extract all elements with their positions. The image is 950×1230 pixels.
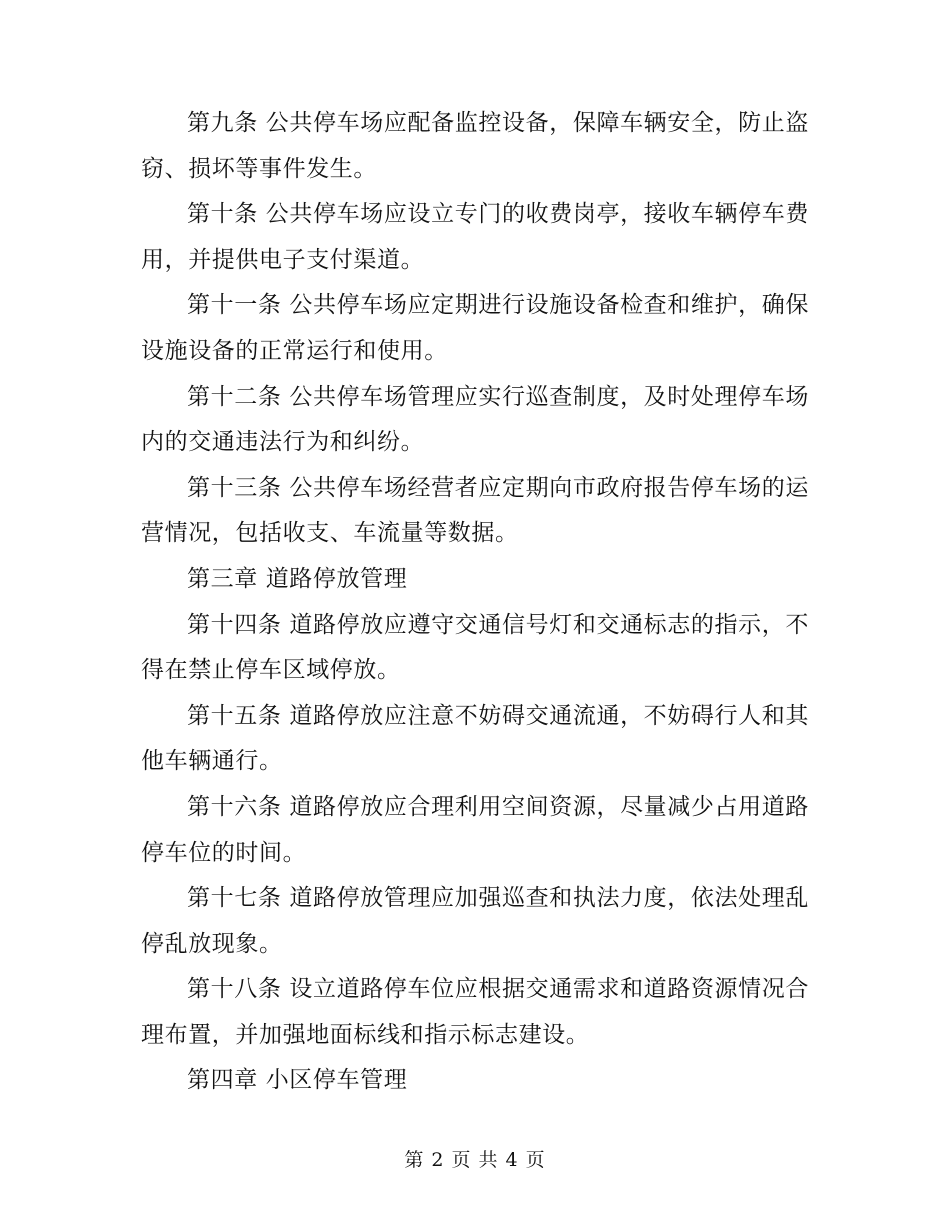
article-9: 第九条 公共停车场应配备监控设备，保障车辆安全，防止盗窃、损坏等事件发生。 xyxy=(141,110,809,182)
article-10: 第十条 公共停车场应设立专门的收费岗亭，接收车辆停车费用，并提供电子支付渠道。 xyxy=(141,201,809,273)
article-16: 第十六条 道路停放应合理利用空间资源，尽量减少占用道路停车位的时间。 xyxy=(141,793,809,866)
article-17: 第十七条 道路停放管理应加强巡查和执法力度，依法处理乱停乱放现象。 xyxy=(141,885,809,957)
chapter-4-heading: 第四章 小区停车管理 xyxy=(187,1067,408,1094)
article-13: 第十三条 公共停车场经营者应定期向市政府报告停车场的运营情况，包括收支、车流量等数据。 xyxy=(141,474,809,547)
article-14: 第十四条 道路停放应遵守交通信号灯和交通标志的指示，不得在禁止停车区域停放。 xyxy=(141,611,809,684)
chapter-3-heading: 第三章 道路停放管理 xyxy=(187,565,408,592)
article-11: 第十一条 公共停车场应定期进行设施设备检查和维护，确保设施设备的正常运行和使用。 xyxy=(141,292,809,364)
article-18: 第十八条 设立道路停车位应根据交通需求和道路资源情况合理布置，并加强地面标线和指示标志建设。 xyxy=(141,976,809,1048)
page-number-footer: 第 2 页 共 4 页 xyxy=(404,1149,546,1171)
document-body xyxy=(141,101,809,1104)
article-15: 第十五条 道路停放应注意不妨碍交通流通，不妨碍行人和其他车辆通行。 xyxy=(141,702,809,775)
article-12: 第十二条 公共停车场管理应实行巡查制度，及时处理停车场内的交通违法行为和纠纷。 xyxy=(141,383,809,456)
